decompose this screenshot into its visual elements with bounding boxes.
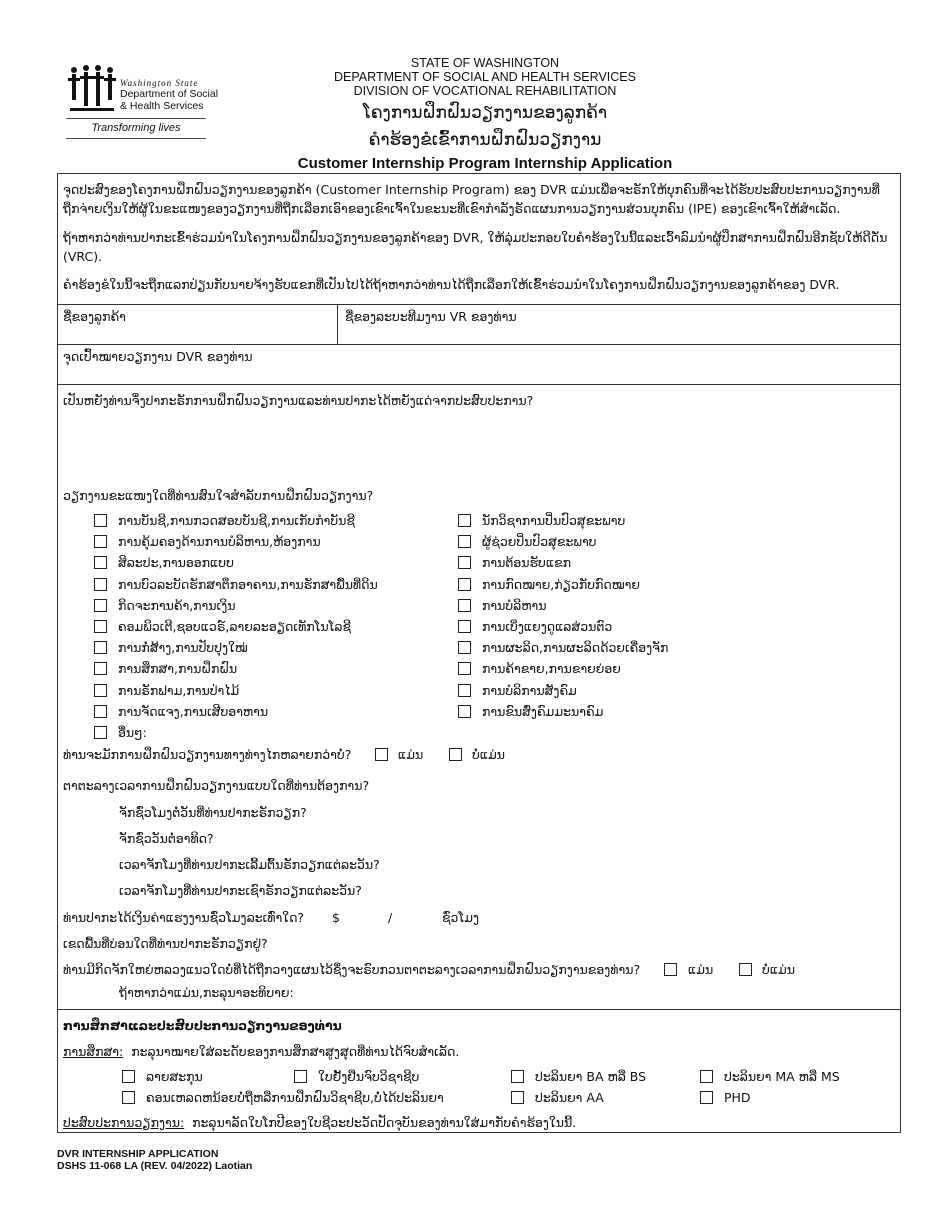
interest-right-4-checkbox[interactable] <box>458 599 471 612</box>
vr-office-label: ຊື່ຂອງລະບະທີມງານ VR ຂອງທ່ານ <box>345 309 517 324</box>
interest-left-6-label: ການກໍ່ສ້າງ,ການປັບປຸງໃໝ່ <box>118 640 248 656</box>
education-heading: ການສຶກສາແລະປະສົບປະການວຽກງານຂອງທ່ານ <box>63 1018 342 1033</box>
interest-left-6-checkbox[interactable] <box>94 641 107 654</box>
interest-right-8-label: ການບໍລິການສັງຄົມ <box>482 682 577 698</box>
conflict-yes-label: ແມ່ນ <box>688 962 714 977</box>
interest-right-9-label: ການຂົນສົ່ງຄົມມະນາຄົມ <box>482 703 604 719</box>
logo-tagline: Transforming lives <box>91 122 181 134</box>
end-time-question: ເວລາຈັກໂມງທີ່ທ່ານປາກະເຊົາຣັກວຽກແຕ່ລະວັນ? <box>119 883 362 898</box>
intro-how-to-apply: ຖ້າຫາກວ່າທ່ານປາກະເຂົ້າຮ່ວມນຳໃນໂຄງການຝຶກຝົນວຽກງານຂອງລູກຄ້າຂອງ DVR, ໃຫ້ລຸ່ມປະກອບໃບຄຳຮ້ອງໃນນີ້ແລະເວົ້າລົມນຳຜູ້ປຶກສາການຝຶກຝົນອີກຊັບໃຫ້ດີດັ່ນ (VRC). <box>63 230 888 264</box>
logo-department: Department of Social & Health Services <box>120 88 219 112</box>
interest-left-0-checkbox[interactable] <box>94 514 107 527</box>
interest-left-0-label: ການບັນຊີ,ການກວດສອບບັນຊີ,ການເກັບກຳບັນຊີ <box>118 513 355 528</box>
interest-left-9-label: ການຈັດແຈງ,ການເສີບອາຫານ <box>118 703 269 719</box>
interest-left-1-label: ການຄຸ້ມຄອງດ້ານການບໍລິຫານ,ຫ້ອງການ <box>118 534 321 550</box>
education-option-6-label: PHD <box>724 1090 751 1105</box>
dshs-logo <box>62 64 219 144</box>
interest-left-10-checkbox[interactable] <box>94 726 107 739</box>
interest-left-2-checkbox[interactable] <box>94 556 107 569</box>
people-figures-icon <box>66 64 118 114</box>
conflict-explain-label: ຖ້າຫາກວ່າແມ່ນ,ກະລຸນາອະທິບາຍ: <box>119 985 294 1000</box>
logo-state: Washington State <box>120 78 199 88</box>
page-title: Customer Internship Program Internship Application <box>297 155 673 172</box>
education-option-3-label: ປະລິນຍາ MA ຫລື MS <box>724 1069 840 1084</box>
interest-left-8-checkbox[interactable] <box>94 684 107 697</box>
interests-question: ວຽກງານຂະແໜງໃດທີ່ທ່ານສົນໃຈສຳລັບການຝຶກຝົນວຽກງານ? <box>63 488 374 503</box>
interest-right-8-checkbox[interactable] <box>458 684 471 697</box>
interest-right-6-label: ການຜະລິດ,ການຜະລິດດ້ວຍເຄື່ອງຈັກ <box>482 640 669 656</box>
interest-left-3-checkbox[interactable] <box>94 578 107 591</box>
interest-right-0-label: ນັກວິຊາການປິ່ນປົວສຸຂະພາບ <box>482 513 626 528</box>
education-option-5-label: ປະລິນຍາ AA <box>535 1090 604 1105</box>
interest-right-1-label: ຜູ້ຊ່ວຍປິ່ນປົວສຸຂະພາບ <box>482 534 597 550</box>
interest-right-2-label: ການຕ້ອນຮັບແຂກ <box>482 555 572 571</box>
interest-right-4-label: ການບໍລິຫານ <box>482 597 547 613</box>
interest-right-6-checkbox[interactable] <box>458 641 471 654</box>
interest-left-7-checkbox[interactable] <box>94 662 107 675</box>
header-lao-program: ໂຄງການຝຶກຝົນວຽກງານຂອງລູກຄ້າ <box>363 103 607 122</box>
interest-right-9-checkbox[interactable] <box>458 705 471 718</box>
hours-per-day-question: ຈັກຊົ່ວໂມງຕໍ່ວັນທີ່ທ່ານປາກະຣັກວຽກ? <box>119 805 307 820</box>
travel-yes-label: ແມ່ນ <box>398 747 424 762</box>
education-option-4-label: ຄອນເຫລດຫນ້ອຍບໍ່ຖືຫລືການຝຶກຝົນວິຊາຊີບ,ບໍ່ໄດ້ປະລິນຍາ <box>146 1090 444 1105</box>
interest-left-9-checkbox[interactable] <box>94 705 107 718</box>
education-option-6-checkbox[interactable] <box>700 1091 713 1104</box>
interest-left-5-checkbox[interactable] <box>94 620 107 633</box>
travel-yes-checkbox[interactable] <box>375 748 388 761</box>
start-time-question: ເວລາຈັກໂມງທີ່ທ່ານປາກະເລີ້ມຕົ້ນຣັກວຽກແຕ່ລະວັນ? <box>119 857 380 872</box>
interest-right-2-checkbox[interactable] <box>458 556 471 569</box>
education-option-2-label: ປະລິນຍາ BA ຫລື BS <box>535 1069 647 1084</box>
education-option-2-checkbox[interactable] <box>511 1070 524 1083</box>
intro-sharing-notice: ຄຳຮ້ອງຂໍໃນນີ້ຈະຖືກແລກປ່ຽນກັບນາຍຈ້າງຮັບແຂກທີ່ເປັນໄປໄດ້ຖ້າຫາກວ່າທ່ານໄດ້ຖືກເລືອກໃຫ້ເຂົ້າຮ່ວມນຳໃນໂຄງການຝຶກຝົນວຽກງານຂອງລູກຄ້າຂອງ DVR. <box>63 277 840 292</box>
education-option-1-label: ໃບຢັ້ງຢືນຈົບວິຊາຊີບ <box>318 1069 420 1084</box>
education-option-0-checkbox[interactable] <box>122 1070 135 1083</box>
conflict-no-label: ບໍ່ແມ່ນ <box>762 962 796 977</box>
interest-left-8-label: ການຣັກຟາມ,ການປ່າໄມ້ <box>118 682 240 698</box>
interest-left-2-label: ສິລະປະ,ການອອກແບບ <box>118 555 234 571</box>
interest-right-0-checkbox[interactable] <box>458 514 471 527</box>
interest-right-3-label: ການກົດໝາຍ,ກ່ຽວກັບກົດໝາຍ <box>482 576 640 592</box>
schedule-question: ຕາຕະລາງເວລາການຝຶກຝົນວຽກງານແບບໃດທີ່ທ່ານຕ້ອງການ? <box>63 778 370 793</box>
conflict-question: ທ່ານມີກິດຈັກໃຫຍ່ຫລວງແນວໃດບໍ່ທີ່ໄດ້ຖືກວາງແຜນໄວ້ຊຶ່ງຈະຣົບກວນຕາຕະລາງເວລາການຝຶກຝົນວຽກງານຂອງທ່ານ? <box>63 962 641 977</box>
education-option-1-checkbox[interactable] <box>294 1070 307 1083</box>
interest-left-7-label: ການສຶກສາ,ການຝຶກຝົນ <box>118 661 238 677</box>
education-option-4-checkbox[interactable] <box>122 1091 135 1104</box>
header-department: DEPARTMENT OF SOCIAL AND HEALTH SERVICES <box>334 70 636 84</box>
interest-right-7-checkbox[interactable] <box>458 662 471 675</box>
wage-slash: / <box>388 910 393 925</box>
interest-right-3-checkbox[interactable] <box>458 578 471 591</box>
interest-right-7-label: ການຄ້າຂາຍ,ການຂາຍຍ່ອຍ <box>482 661 621 677</box>
header-state: STATE OF WASHINGTON <box>410 56 560 70</box>
intro-purpose: ຈຸດປະສົງຂອງໂຄງການຝຶກຝົນວຽກງານຂອງລູກຄ້າ (Customer Internship Program) ຂອງ DVR ແມ່ນເພື່ອຈະຣັກໃຫ້ບຸກຄົນທີ່ຈະໄດ້ຮັບປະສົບປະການວຽກງານທີ່ຖືກຈ່າຍເງິນໃຫ້ຜູ້ໃນຂະແໜງຂອງວຽກງານທີ່ຖືກເລືອກເອົາຂອງເຂົາເຈົ້າໃນຂະນະທີ່ເຂົາກຳລັງຣັດແຜນການວຽກງານສ່ວນບຸກຄົນ (IPE) ຂອງເຂົາເຈົ້າໃຫ້ສຳເລັດ. <box>63 182 880 216</box>
interest-left-3-label: ການບົວລະບັດຮັກສາຕຶກອາຄານ,ການຮັກສາພື້ນທີ່ດິນ <box>118 576 378 592</box>
why-question: ເປັນຫຍັງທ່ານຈຶ່ງປາກະຣັກການຝຶກຝົນວຽກງານແລະທ່ານປາກະໄດ້ຫຍັງແດ່ຈາກປະສົບປະການ? <box>63 393 534 408</box>
education-option-0-label: ລາຍສະກຸນ <box>146 1069 203 1084</box>
education-option-5-checkbox[interactable] <box>511 1091 524 1104</box>
header-lao-form: ຄຳຮ້ອງຂໍເຂົ້າການຝຶກຝົນວຽກງານ <box>368 130 602 149</box>
interest-left-1-checkbox[interactable] <box>94 535 107 548</box>
conflict-no-checkbox[interactable] <box>739 963 752 976</box>
travel-no-checkbox[interactable] <box>449 748 462 761</box>
days-per-week-question: ຈັກຊົ່ວວັນຕໍ່ອາທິດ? <box>119 831 214 846</box>
interest-right-1-checkbox[interactable] <box>458 535 471 548</box>
dvr-goal-label: ຈຸດເປົ້າໝາຍວຽກງານ DVR ຂອງທ່ານ <box>63 349 253 364</box>
location-question: ເຂດພື້ນທີ່ບ່ອນໃດທີ່ທ່ານປາກະຣັກວຽກຢູ່? <box>63 936 268 951</box>
form-footer: DVR INTERNSHIP APPLICATION DSHS 11-068 LA (REV. 04/2022) Laotian <box>57 1148 253 1172</box>
interest-right-5-checkbox[interactable] <box>458 620 471 633</box>
interest-left-4-label: ກິດຈະການຄ້າ,ການເງິນ <box>118 597 236 613</box>
customer-name-label: ຊື່ຂອງລູກຄ້າ <box>63 309 126 324</box>
travel-question: ທ່ານຈະມັກການຝຶກຝົນວຽກງານທາງທ່າງໄກຫລາຍກວ່າບໍ່? <box>63 747 352 762</box>
wage-per-hour: ຊົ່ວໂມງ <box>442 910 479 925</box>
wage-question: ທ່ານປາກະໄດ້ເງິນຄ່າແຮງງານຊົ່ວໂມງລະເທົ່າໃດ? <box>63 910 305 925</box>
conflict-yes-checkbox[interactable] <box>664 963 677 976</box>
interest-left-10-label: ອື່ນໆ: <box>118 725 147 740</box>
interest-left-5-label: ຄອມພິວເຕີ,ຊອບແວຣ໌,ລາຍລະອຽດເທັກໂນໂລຊີ <box>118 619 352 634</box>
experience-instruction: ປະສົບປະການວຽກງານ: ກະລຸນາລັດໃບໂກປີຂອງໃບຊີວະປະວັດປັດຈຸບັນຂອງທ່ານໃສ່ມາກັບຄຳຮ້ອງໃນນີ້. <box>63 1115 577 1130</box>
header-division: DIVISION OF VOCATIONAL REHABILITATION <box>353 84 617 98</box>
education-instruction: ການສຶກສາ: ກະລຸນາໝາຍໃສ່ລະດັບຂອງການສຶກສາສູງສຸດທີ່ທ່ານໄດ້ຈົບສຳເລັດ. <box>63 1044 460 1059</box>
interest-left-4-checkbox[interactable] <box>94 599 107 612</box>
education-option-3-checkbox[interactable] <box>700 1070 713 1083</box>
travel-no-label: ບໍ່ແມ່ນ <box>472 747 506 762</box>
wage-dollar: $ <box>332 910 340 925</box>
interest-right-5-label: ການເບິ່ງແຍງດູແລສ່ວນຕົວ <box>482 619 613 634</box>
